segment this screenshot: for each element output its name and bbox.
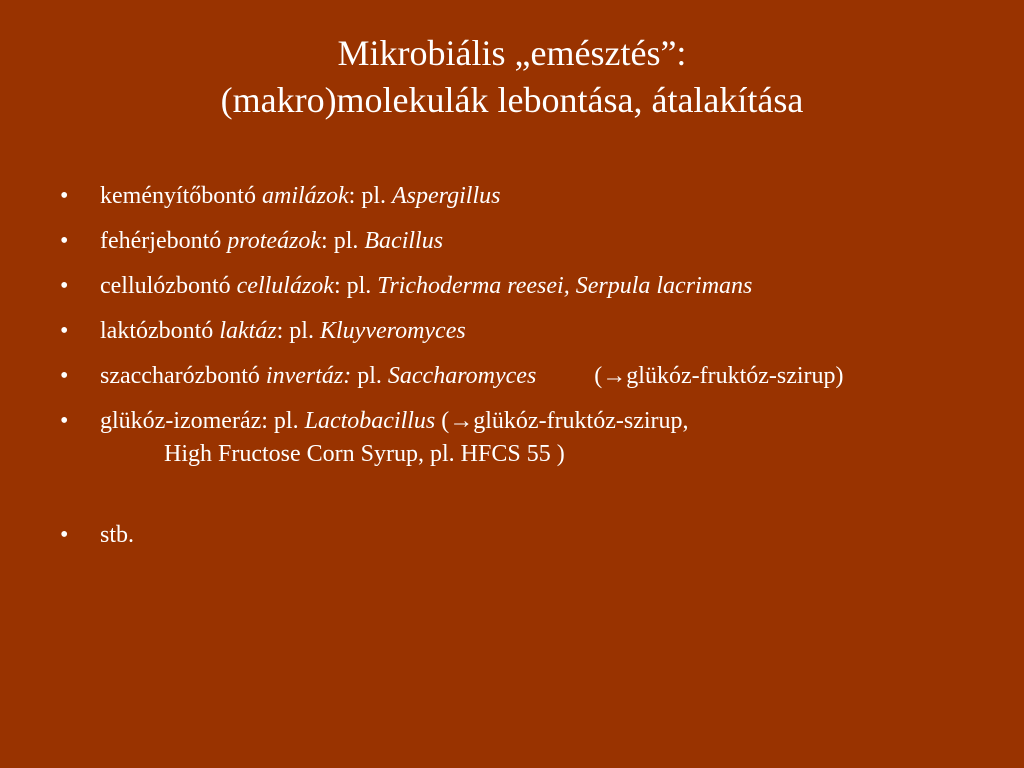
separator: : pl. [348,183,392,209]
item-note: (→glükóz-fruktóz-szirup) [594,363,844,389]
enzyme-name: laktáz [219,318,277,344]
item-text: keményítőbontó [100,183,262,209]
title-line-2: (makro)molekulák lebontása, átalakítása [220,80,804,120]
bullet-icon: • [60,183,69,209]
enzyme-name: amilázok [261,183,349,209]
slide-title [0,30,1024,124]
list-item [60,519,960,552]
title-line-1: Mikrobiális „emésztés”: [337,33,687,73]
item-text: stb. [100,522,135,548]
separator: : pl. [333,273,378,299]
separator: pl. [351,363,388,389]
separator: : pl. [276,318,320,344]
item-text: fehérjebontó [100,228,228,254]
bullet-icon: • [60,408,69,434]
organism-name: Aspergillus [392,183,501,209]
bullet-icon: • [60,228,69,254]
list-item [60,225,960,258]
bullet-icon: • [60,273,69,299]
list-item [60,180,960,213]
organism-name: Saccharomyces [387,363,537,389]
organism-name: Kluyveromyces [319,318,466,344]
list-item [60,360,960,393]
enzyme-name: cellulázok [236,273,334,299]
separator: : pl. [321,228,365,254]
item-text: laktózbontó [100,318,220,344]
enzyme-name: invertáz: [265,363,352,389]
list-item [60,315,960,348]
bullet-icon: • [60,522,69,548]
item-note: (→glükóz-fruktóz-szirup, [435,408,689,434]
bullet-icon: • [60,318,69,344]
list-item [60,405,960,471]
bullet-icon: • [60,363,69,389]
item-note-continued: High Fructose Corn Syrup, pl. HFCS 55 ) [164,441,565,467]
enzyme-name: proteázok [227,228,322,254]
organism-name: Lactobacillus [304,408,436,434]
item-text: szaccharózbontó [100,363,266,389]
organism-name: Trichoderma reesei, Serpula lacrimans [377,273,753,299]
list-item [60,270,960,303]
item-text: cellulózbontó [100,273,237,299]
bullet-list [60,180,960,564]
organism-name: Bacillus [364,228,444,254]
item-text: glükóz-izomeráz: pl. [100,408,305,434]
